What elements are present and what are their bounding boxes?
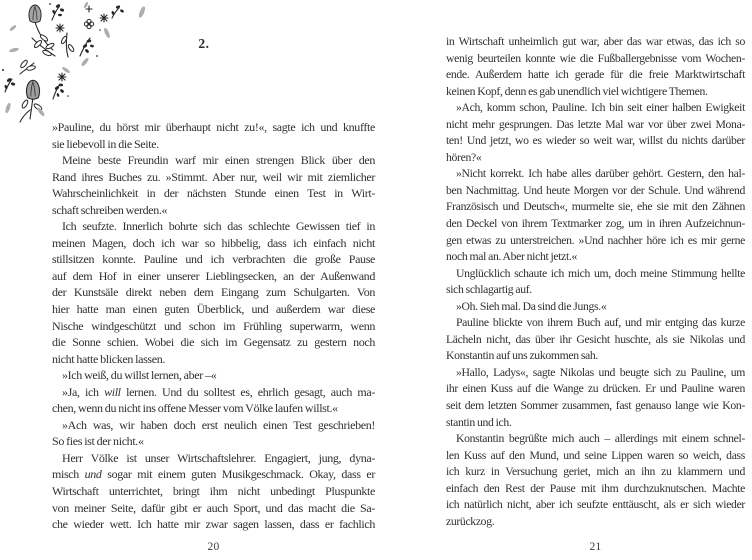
text-line: che wieder wett. Ich hatte mir zwar sagen lassen, dass er fachlich [52,517,375,532]
text-line: in Wirtschaft unheimlich gut war, aber das war etwas, das ich so [446,35,745,48]
text-line: ich natürlich nicht, aber ich seufzte enttäuscht, als er sich wieder [446,498,745,512]
text-line: stillsitzen konnte. Pauline und ich verbrachten die große Pause [52,252,375,267]
text-line: von meiner Seite, dafür gibt er auch Sport, und das macht die Sa- [52,500,375,515]
text-line: »Ach, komm schon, Pauline. Ich bin seit einer halben Ewigkeit [456,101,745,115]
text-line: Herr Völke ist unser Wirtschaftslehrer. Engagiert, jung, dyna- [62,450,375,465]
text-line: Pauline blickte von ihrem Buch auf, und mir entging das kurze [456,316,745,330]
text-line: »Pauline, du hörst mir überhaupt nicht zu!«, sagte ich und knuffte [52,120,375,134]
text-line: Französisch und Deutsch«, murmelte sie, ehe sie mit den Zähnen [446,200,745,214]
text-line: seit dem letzten Sommer zusammen, fast genauso lange wie Kon- [446,399,745,413]
chapter-number: 2. [198,36,210,51]
right-page-number: 21 [589,541,602,553]
text-line: der Kunstsäle direkt neben dem Eingang zum Schulgarten. Von [52,285,375,300]
text-line: »Oh. Sieh mal. Da sind die Jungs.« [456,299,607,313]
text-line: noch mal an. Aber nicht jetzt.« [446,250,578,264]
text-line: nicht hatte blicken lassen. [52,351,166,366]
floral-decoration-icon [0,0,150,135]
text-line: keinen Kopf, denn es gab unendlich viel wichtigere Themen. [446,84,708,98]
left-page-number: 20 [207,541,220,553]
text-line: zurückzog. [446,514,495,528]
text-line: die Sonne schien. Wobei die sich im Gegensatz zu gestern noch [52,335,375,350]
text-line: ihr einen Kuss auf die Wange zu drücken. Er und Pauline waren [446,382,745,396]
text-line: »Ich weiß, du willst lernen, aber –« [62,368,217,383]
text-line: Rand ihres Buches zu. »Stimmt. Aber nur, weil wir mit ziemlicher [52,169,375,184]
text-line: Wahrscheinlichkeit in der nächsten Stunde einen Test in Wirt- [52,186,375,201]
text-line: stantin und ich. [446,415,512,429]
text-line: Nische windgeschützt und schon im Frühling superwarm, wenn [52,318,375,333]
text-line: »Ach was, wir haben doch erst neulich einen Test geschrieben! [62,417,375,432]
text-line: chen, wenn du nicht ins offene Messer vom Völke laufen willst.« [52,401,338,416]
text-line: einfach den Rest der Pause mit ihm durchzuknutschen. Machte [446,481,745,495]
text-line: Unglücklich schaute ich mich um, doch meine Stimmung hellte [456,266,745,280]
text-line: meinen Magen, doch ich war so hibbelig, dass ich einfach nicht [52,235,375,250]
text-line: »Nicht korrekt. Ich habe alles darüber gehört. Gestern, den hal- [456,167,745,181]
text-line: »Hallo, Ladys«, sagte Nikolas und beugte sich zu Pauline, um [456,365,745,379]
right-page-text [446,34,745,530]
text-line: gen etwas zu unterstreichen. »Und nachher höre ich es mir gerne [446,233,745,247]
text-line: Wirtschaft unterrichtet, bringt ihm nicht unbedingt Pluspunkte [52,484,375,499]
text-line: misch und sogar mit einem guten Musikgeschmack. Okay, dass er [52,467,375,482]
text-line: nicht mehr gesprungen. Das letzte Mal war vor über zwei Mona- [446,117,745,131]
text-line: schaft schreiben werden.« [52,202,168,217]
text-line: Ich seufzte. Innerlich bohrte sich das schlechte Gewissen tief in [62,219,375,234]
text-line: den Deckel von ihrem Textmarker zog, um in ihren Aufzeichnun- [446,217,745,231]
text-line: hören?« [446,150,482,164]
text-line: So fies ist der nicht.« [52,434,144,449]
text-line: sich schlagartig auf. [446,283,532,297]
text-line: ich kurz in Versuchung geriet, mich an ihn zu klammern und [446,465,745,479]
left-page-text [52,119,375,533]
text-line: ende. Außerdem hatte ich gerade für die freie Marktwirtschaft [446,68,745,82]
text-line: Meine beste Freundin warf mir einen strengen Blick über den [62,153,375,168]
text-line: ben Nachmittag. Und heute Morgen vor der Schule. Und während [446,183,745,197]
text-line: ten! Und jetzt, wo es wieder so weit war, willst du nichts darüber [446,134,745,148]
text-line: »Ja, ich will lernen. Und du solltest es, ehrlich gesagt, auch ma- [62,384,375,399]
text-line: sie liebevoll in die Seite. [52,136,159,151]
text-line: auf dem Hof in einer unserer Lieblingsecken, an der Außenwand [52,268,375,283]
text-line: hier hatte man einen guten Überblick, und außerdem war diese [52,302,375,317]
text-line: wenig beurteilen konnte wie die Fußballergebnisse vom Wochen- [446,51,745,65]
text-line: Lächeln nicht, das über ihr Gesicht huschte, als sie Nikolas und [446,332,745,346]
text-line: Konstantin auf uns zukommen sah. [446,349,599,363]
text-line: len Kuss auf den Mund, und seine Lippen waren so weich, dass [446,448,745,462]
text-line: Konstantin begrüßte mich auch – allerdings mit einem schnel- [456,432,745,446]
